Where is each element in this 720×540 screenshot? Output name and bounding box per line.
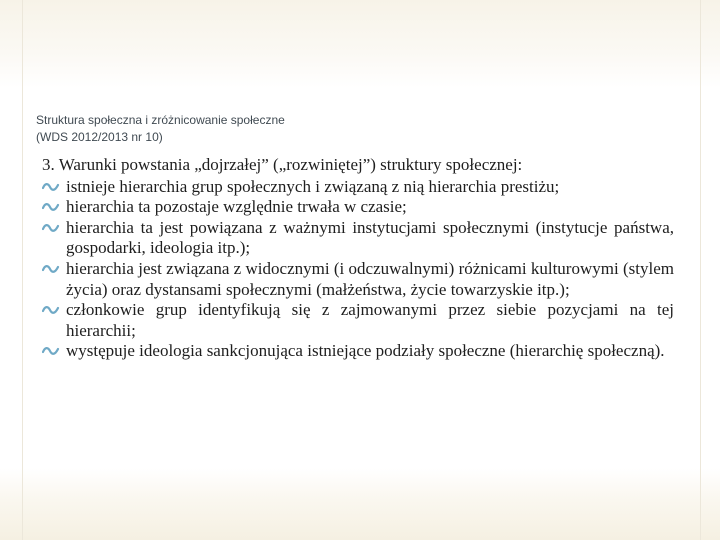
right-border-line [700,0,701,540]
list-item-text: hierarchia jest związana z widocznymi (i odczuwalnymi) różnicami kulturowymi (stylem życia) oraz dystansami społecznymi (małżeństwa, życie towarzyskie itp.); [66,258,674,299]
wavy-bullet-icon [42,221,60,235]
wavy-bullet-icon [42,344,60,358]
list-item-text: hierarchia ta jest powiązana z ważnymi instytucjami społecznymi (instytucje państwa, gospodarki, ideologia itp.); [66,217,674,258]
list-item [42,300,674,341]
list-item [42,177,674,198]
list-item [42,197,674,218]
slide-header [36,112,656,146]
top-decorative-band [0,0,720,88]
left-border-line [22,0,23,540]
section-lead: 3. Warunki powstania „dojrzałej” („rozwiniętej”) struktury społecznej: [42,155,523,174]
slide-content [42,155,674,362]
wavy-bullet-icon [42,303,60,317]
wavy-bullet-icon [42,200,60,214]
list-item-text: członkowie grup identyfikują się z zajmowanymi przez siebie pozycjami na tej hierarchii; [66,300,674,340]
wavy-bullet-icon [42,262,60,276]
list-item-text: istnieje hierarchia grup społecznych i związaną z nią hierarchia prestiżu; [66,176,560,196]
list-item [42,341,674,362]
list-item [42,259,674,300]
list-item-text: hierarchia ta pozostaje względnie trwała w czasie; [66,197,407,217]
header-title: Struktura społeczna i zróżnicowanie społeczne [36,113,285,127]
bottom-decorative-band [0,468,720,540]
list-item-text: występuje ideologia sankcjonująca istniejące podziały społeczne (hierarchię społeczną). [66,341,665,361]
header-subtitle: (WDS 2012/2013 nr 10) [36,130,163,144]
list-item [42,218,674,259]
wavy-bullet-icon [42,180,60,194]
